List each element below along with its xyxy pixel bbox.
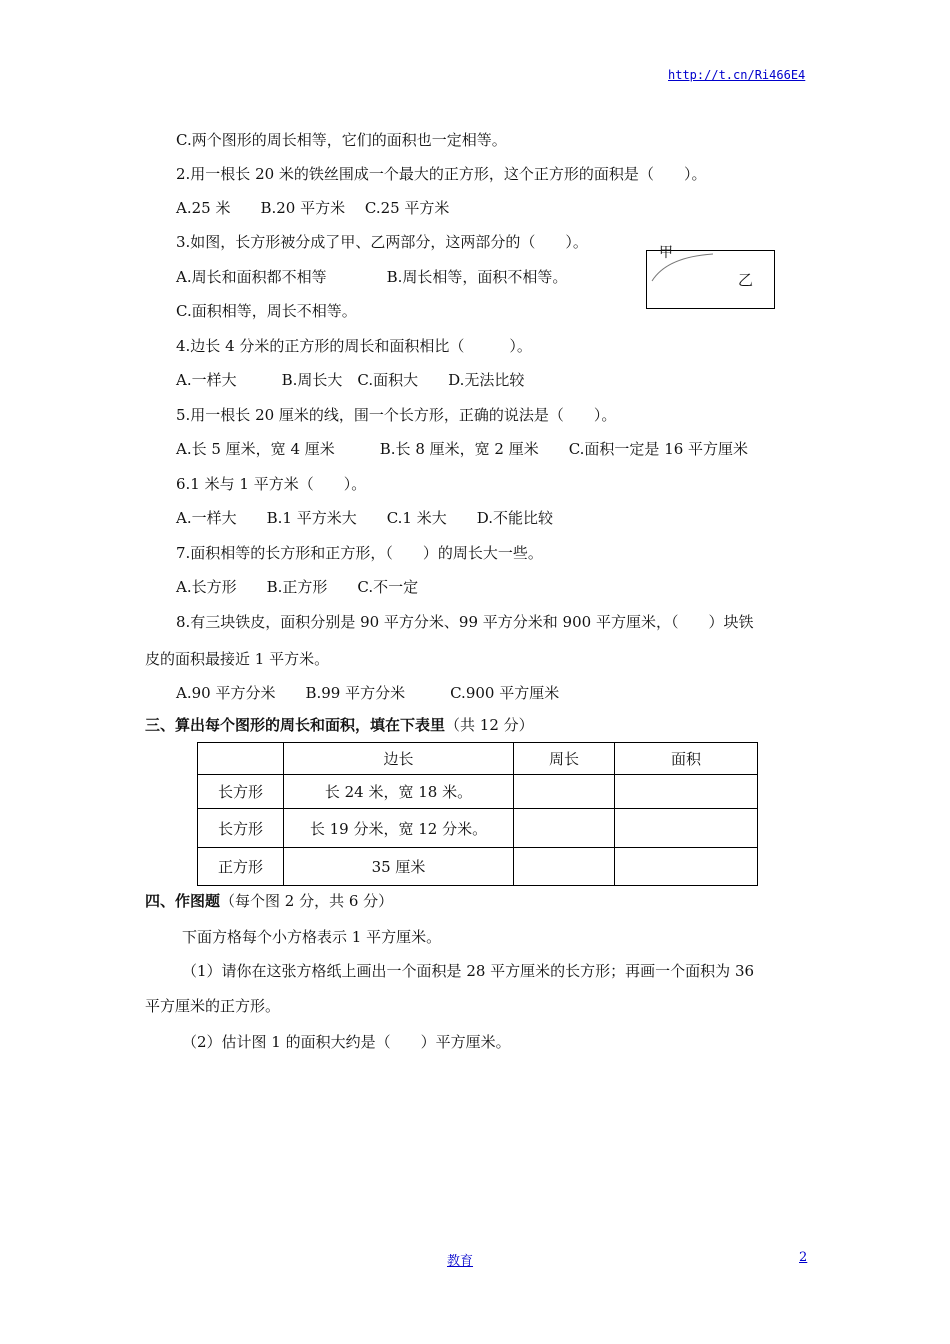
table-header-row (198, 743, 758, 775)
figure-label-jia: 甲 (659, 245, 673, 261)
section-3-heading (145, 715, 534, 735)
question-2: 2.用一根长 20 米的铁丝围成一个最大的正方形，这个正方形的面积是（ ）。 (176, 165, 707, 183)
question-8-options: A.90 平方分米 B.99 平方分米 C.900 平方厘米 (176, 684, 560, 702)
question-6: 6.1 米与 1 平方米（ ）。 (176, 475, 367, 493)
rectangle-figure (646, 245, 775, 309)
table-header-cell: 面积 (615, 743, 758, 775)
header-link[interactable]: http://t.cn/Ri466E4 (668, 68, 806, 82)
section-4-q1-line-2: 平方厘米的正方形。 (145, 997, 281, 1015)
section-3-title: 三、算出每个图形的周长和面积，填在下表里 (145, 716, 446, 734)
table-cell-side: 35 厘米 (284, 848, 514, 886)
section-3-score: （共 12 分） (445, 716, 534, 734)
section-4-q2: （2）估计图 1 的面积大约是（ ）平方厘米。 (182, 1033, 511, 1051)
table-header-cell: 边长 (284, 743, 514, 775)
question-3-option-c: C.面积相等，周长不相等。 (176, 302, 357, 320)
table-cell-perimeter[interactable] (514, 775, 615, 809)
table-cell-area[interactable] (615, 848, 758, 886)
section-4-title: 四、作图题 (145, 892, 221, 910)
question-7-options: A.长方形 B.正方形 C.不一定 (176, 578, 419, 596)
section-4-score: （每个图 2 分，共 6 分） (220, 892, 394, 910)
table-cell-perimeter[interactable] (514, 809, 615, 848)
table-cell-shape: 长方形 (198, 775, 284, 809)
question-8-line-2: 皮的面积最接近 1 平方米。 (145, 650, 330, 668)
table-header-cell: 周长 (514, 743, 615, 775)
table-row (198, 775, 758, 809)
answer-table (197, 742, 758, 886)
table-cell-shape: 正方形 (198, 848, 284, 886)
question-3: 3.如图，长方形被分成了甲、乙两部分，这两部分的（ ）。 (176, 233, 588, 251)
question-5: 5.用一根长 20 厘米的线，围一个长方形，正确的说法是（ ）。 (176, 406, 617, 424)
footer-link[interactable]: 教育 (447, 1254, 474, 1269)
table-cell-perimeter[interactable] (514, 848, 615, 886)
question-5-options: A.长 5 厘米，宽 4 厘米 B.长 8 厘米，宽 2 厘米 C.面积一定是 16 平方厘米 (176, 440, 749, 458)
table-row (198, 809, 758, 848)
question-2-options: A.25 米 B.20 平方米 C.25 平方米 (176, 199, 450, 217)
page-number: 2 (799, 1250, 808, 1265)
question-1-option-c: C.两个图形的周长相等，它们的面积也一定相等。 (176, 131, 507, 149)
table-header-cell (198, 743, 284, 775)
question-4-options: A.一样大 B.周长大 C.面积大 D.无法比较 (176, 371, 525, 389)
question-3-options-ab: A.周长和面积都不相等 B.周长相等，面积不相等。 (176, 268, 568, 286)
question-7: 7.面积相等的长方形和正方形，（ ）的周长大一些。 (176, 544, 543, 562)
table-cell-shape: 长方形 (198, 809, 284, 848)
figure-label-yi: 乙 (738, 271, 754, 289)
table-cell-side: 长 24 米，宽 18 米。 (284, 775, 514, 809)
table-row (198, 848, 758, 886)
question-8-line-1: 8.有三块铁皮，面积分别是 90 平方分米、99 平方分米和 900 平方厘米，（ ）块铁 (176, 613, 754, 631)
table-cell-area[interactable] (615, 775, 758, 809)
question-6-options: A.一样大 B.1 平方米大 C.1 米大 D.不能比较 (176, 509, 553, 527)
question-4: 4.边长 4 分米的正方形的周长和面积相比（ ）。 (176, 337, 532, 355)
section-4-heading (145, 891, 393, 911)
table-cell-area[interactable] (615, 809, 758, 848)
table-cell-side: 长 19 分米，宽 12 分米。 (284, 809, 514, 848)
section-4-q1-line-1: （1）请你在这张方格纸上画出一个面积是 28 平方厘米的长方形；再画一个面积为 36 (182, 962, 755, 980)
section-4-intro: 下面方格每个小方格表示 1 平方厘米。 (182, 928, 442, 946)
